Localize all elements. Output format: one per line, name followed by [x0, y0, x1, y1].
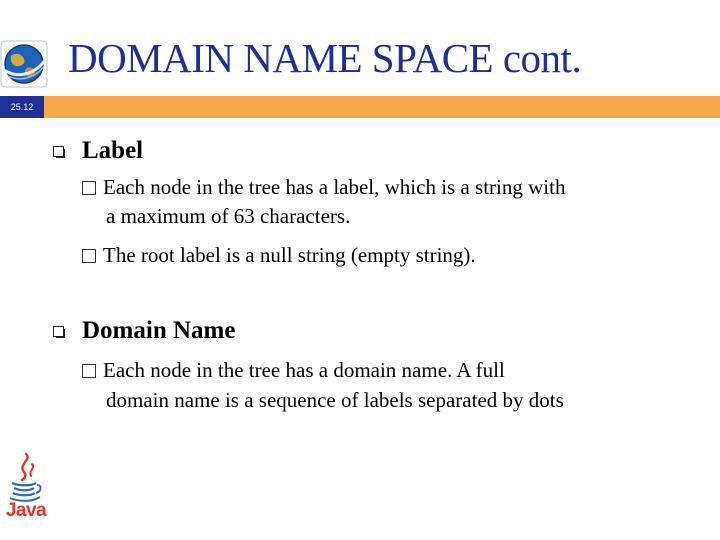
checkbox-bullet-icon [82, 249, 96, 263]
bullet-line: domain name is a sequence of labels separated by dots [106, 388, 564, 412]
bullet-item [82, 356, 505, 385]
slide-number: 25.12 [0, 96, 44, 118]
checkbox-bullet-icon [82, 364, 96, 378]
bullet-item [82, 173, 565, 202]
section-bullet-icon [53, 146, 64, 157]
section-heading-label: Label [82, 137, 144, 164]
bullet-line: The root label is a null string (empty string). [103, 243, 476, 267]
bullet-item-continuation [82, 386, 564, 415]
checkbox-bullet-icon [82, 181, 96, 195]
java-wordmark: Java [5, 500, 47, 521]
bullet-line: Each node in the tree has a label, which is a string with [103, 175, 566, 199]
section-bullet-icon [53, 326, 64, 337]
section-heading-domain-name: Domain Name [82, 317, 236, 344]
bullet-line: a maximum of 63 characters. [106, 204, 351, 228]
bullet-item [82, 241, 476, 270]
slide-title: DOMAIN NAME SPACE cont. [68, 35, 582, 81]
bullet-line: Each node in the tree has a domain name. A full [103, 358, 505, 382]
bullet-item-continuation [82, 202, 350, 231]
header-bar [0, 96, 720, 118]
globe-logo-icon [0, 40, 48, 88]
